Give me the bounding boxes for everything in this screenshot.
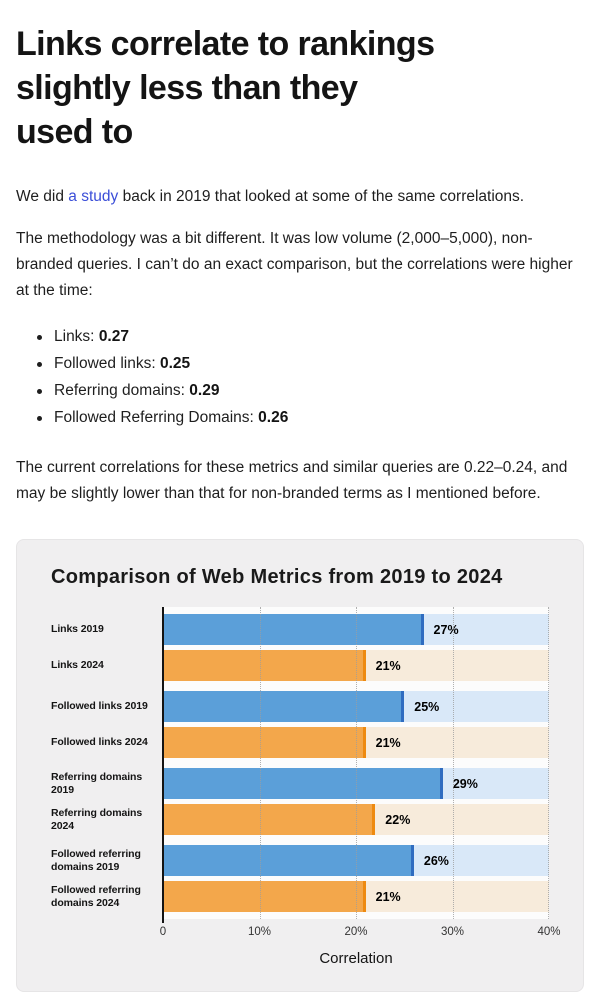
bar-value-label: 25% bbox=[414, 699, 440, 714]
bar-category-label: Links 2019 bbox=[51, 623, 104, 635]
list-item bbox=[54, 405, 584, 431]
bar bbox=[163, 845, 414, 876]
list-item-label: Followed Referring Domains: bbox=[54, 409, 259, 426]
x-tick-label: 0 bbox=[159, 926, 167, 938]
bar-category-label: Followed links 2019 bbox=[51, 700, 148, 712]
correlation-list bbox=[16, 324, 584, 431]
chart-title: Comparison of Web Metrics from 2019 to 2024 bbox=[51, 566, 503, 588]
x-tick-label: 10% bbox=[247, 926, 272, 938]
chart-row bbox=[51, 650, 549, 681]
bar-category-label: Referring domains 2024 bbox=[51, 806, 143, 832]
bar-track bbox=[163, 804, 549, 835]
intro-text-pre: We did bbox=[16, 188, 69, 205]
list-item bbox=[54, 378, 584, 404]
list-item bbox=[54, 324, 584, 350]
list-item bbox=[54, 351, 584, 377]
bar bbox=[163, 650, 366, 681]
chart-row bbox=[51, 727, 549, 758]
bar bbox=[163, 804, 375, 835]
list-item-value: 0.25 bbox=[159, 355, 191, 372]
list-item-label: Referring domains: bbox=[54, 382, 190, 399]
x-tick-label: 20% bbox=[344, 926, 368, 938]
bar-value-label: 27% bbox=[433, 622, 459, 637]
bar-category-label: Links 2024 bbox=[51, 659, 104, 671]
list-item-label: Followed links: bbox=[54, 355, 160, 372]
list-item-value: 0.26 bbox=[258, 409, 289, 426]
chart-plot bbox=[51, 607, 549, 919]
bar-track bbox=[163, 881, 549, 912]
methodology-paragraph: The methodology was a bit different. It was low volume (2,000–5,000), non-branded queries. I can’t do an exact comparison, but the correlations were higher at the time: bbox=[16, 230, 573, 299]
bar-value-label: 22% bbox=[385, 812, 411, 827]
chart-row bbox=[51, 881, 549, 912]
bar-track bbox=[163, 845, 549, 876]
bar-track bbox=[163, 614, 549, 645]
bar-value-label: 26% bbox=[423, 853, 449, 868]
bar-category-label: Referring domains 2019 bbox=[51, 770, 143, 796]
y-axis-line bbox=[162, 607, 164, 923]
study-link[interactable]: a study bbox=[68, 188, 119, 205]
bar-track bbox=[163, 768, 549, 799]
bar-category-label: Followed referring domains 2019 bbox=[51, 847, 141, 873]
bar bbox=[163, 614, 424, 645]
bar-track bbox=[163, 691, 549, 722]
current-correlations-paragraph: The current correlations for these metrics and similar queries are 0.22–0.24, and may be slightly lower than that for non-branded terms as I mentioned before. bbox=[16, 459, 568, 502]
chart-row bbox=[51, 845, 549, 876]
chart-row bbox=[51, 614, 549, 645]
intro-paragraph bbox=[16, 184, 584, 210]
x-tick-label: 40% bbox=[537, 926, 561, 938]
chart-row bbox=[51, 691, 549, 722]
page-title bbox=[16, 22, 584, 154]
bar bbox=[163, 727, 366, 758]
chart-card bbox=[16, 539, 584, 992]
x-axis-ticks bbox=[159, 926, 561, 941]
page-title-line: Links correlate to rankings bbox=[16, 25, 435, 63]
list-item-value: 0.27 bbox=[98, 328, 129, 345]
bar-value-label: 29% bbox=[452, 776, 478, 791]
list-item-value: 0.29 bbox=[189, 382, 220, 399]
bar bbox=[163, 768, 443, 799]
list-item-label: Links: bbox=[54, 328, 99, 345]
bar-track bbox=[163, 650, 549, 681]
intro-text-post: back in 2019 that looked at some of the same correlations. bbox=[118, 188, 525, 205]
chart-row bbox=[51, 768, 549, 799]
page-title-line: used to bbox=[16, 113, 133, 151]
bar-value-label: 21% bbox=[375, 889, 401, 904]
x-axis-label: Correlation bbox=[319, 950, 393, 967]
chart-row bbox=[51, 804, 549, 835]
bar-category-label: Followed links 2024 bbox=[51, 736, 148, 748]
bar-value-label: 21% bbox=[375, 735, 401, 750]
x-tick-label: 30% bbox=[440, 926, 465, 938]
bar bbox=[163, 691, 404, 722]
bar-category-label: Followed referring domains 2024 bbox=[51, 883, 141, 909]
bar-track bbox=[163, 727, 549, 758]
page-title-line: slightly less than they bbox=[16, 69, 358, 107]
bar-value-label: 21% bbox=[375, 658, 401, 673]
bar bbox=[163, 881, 366, 912]
